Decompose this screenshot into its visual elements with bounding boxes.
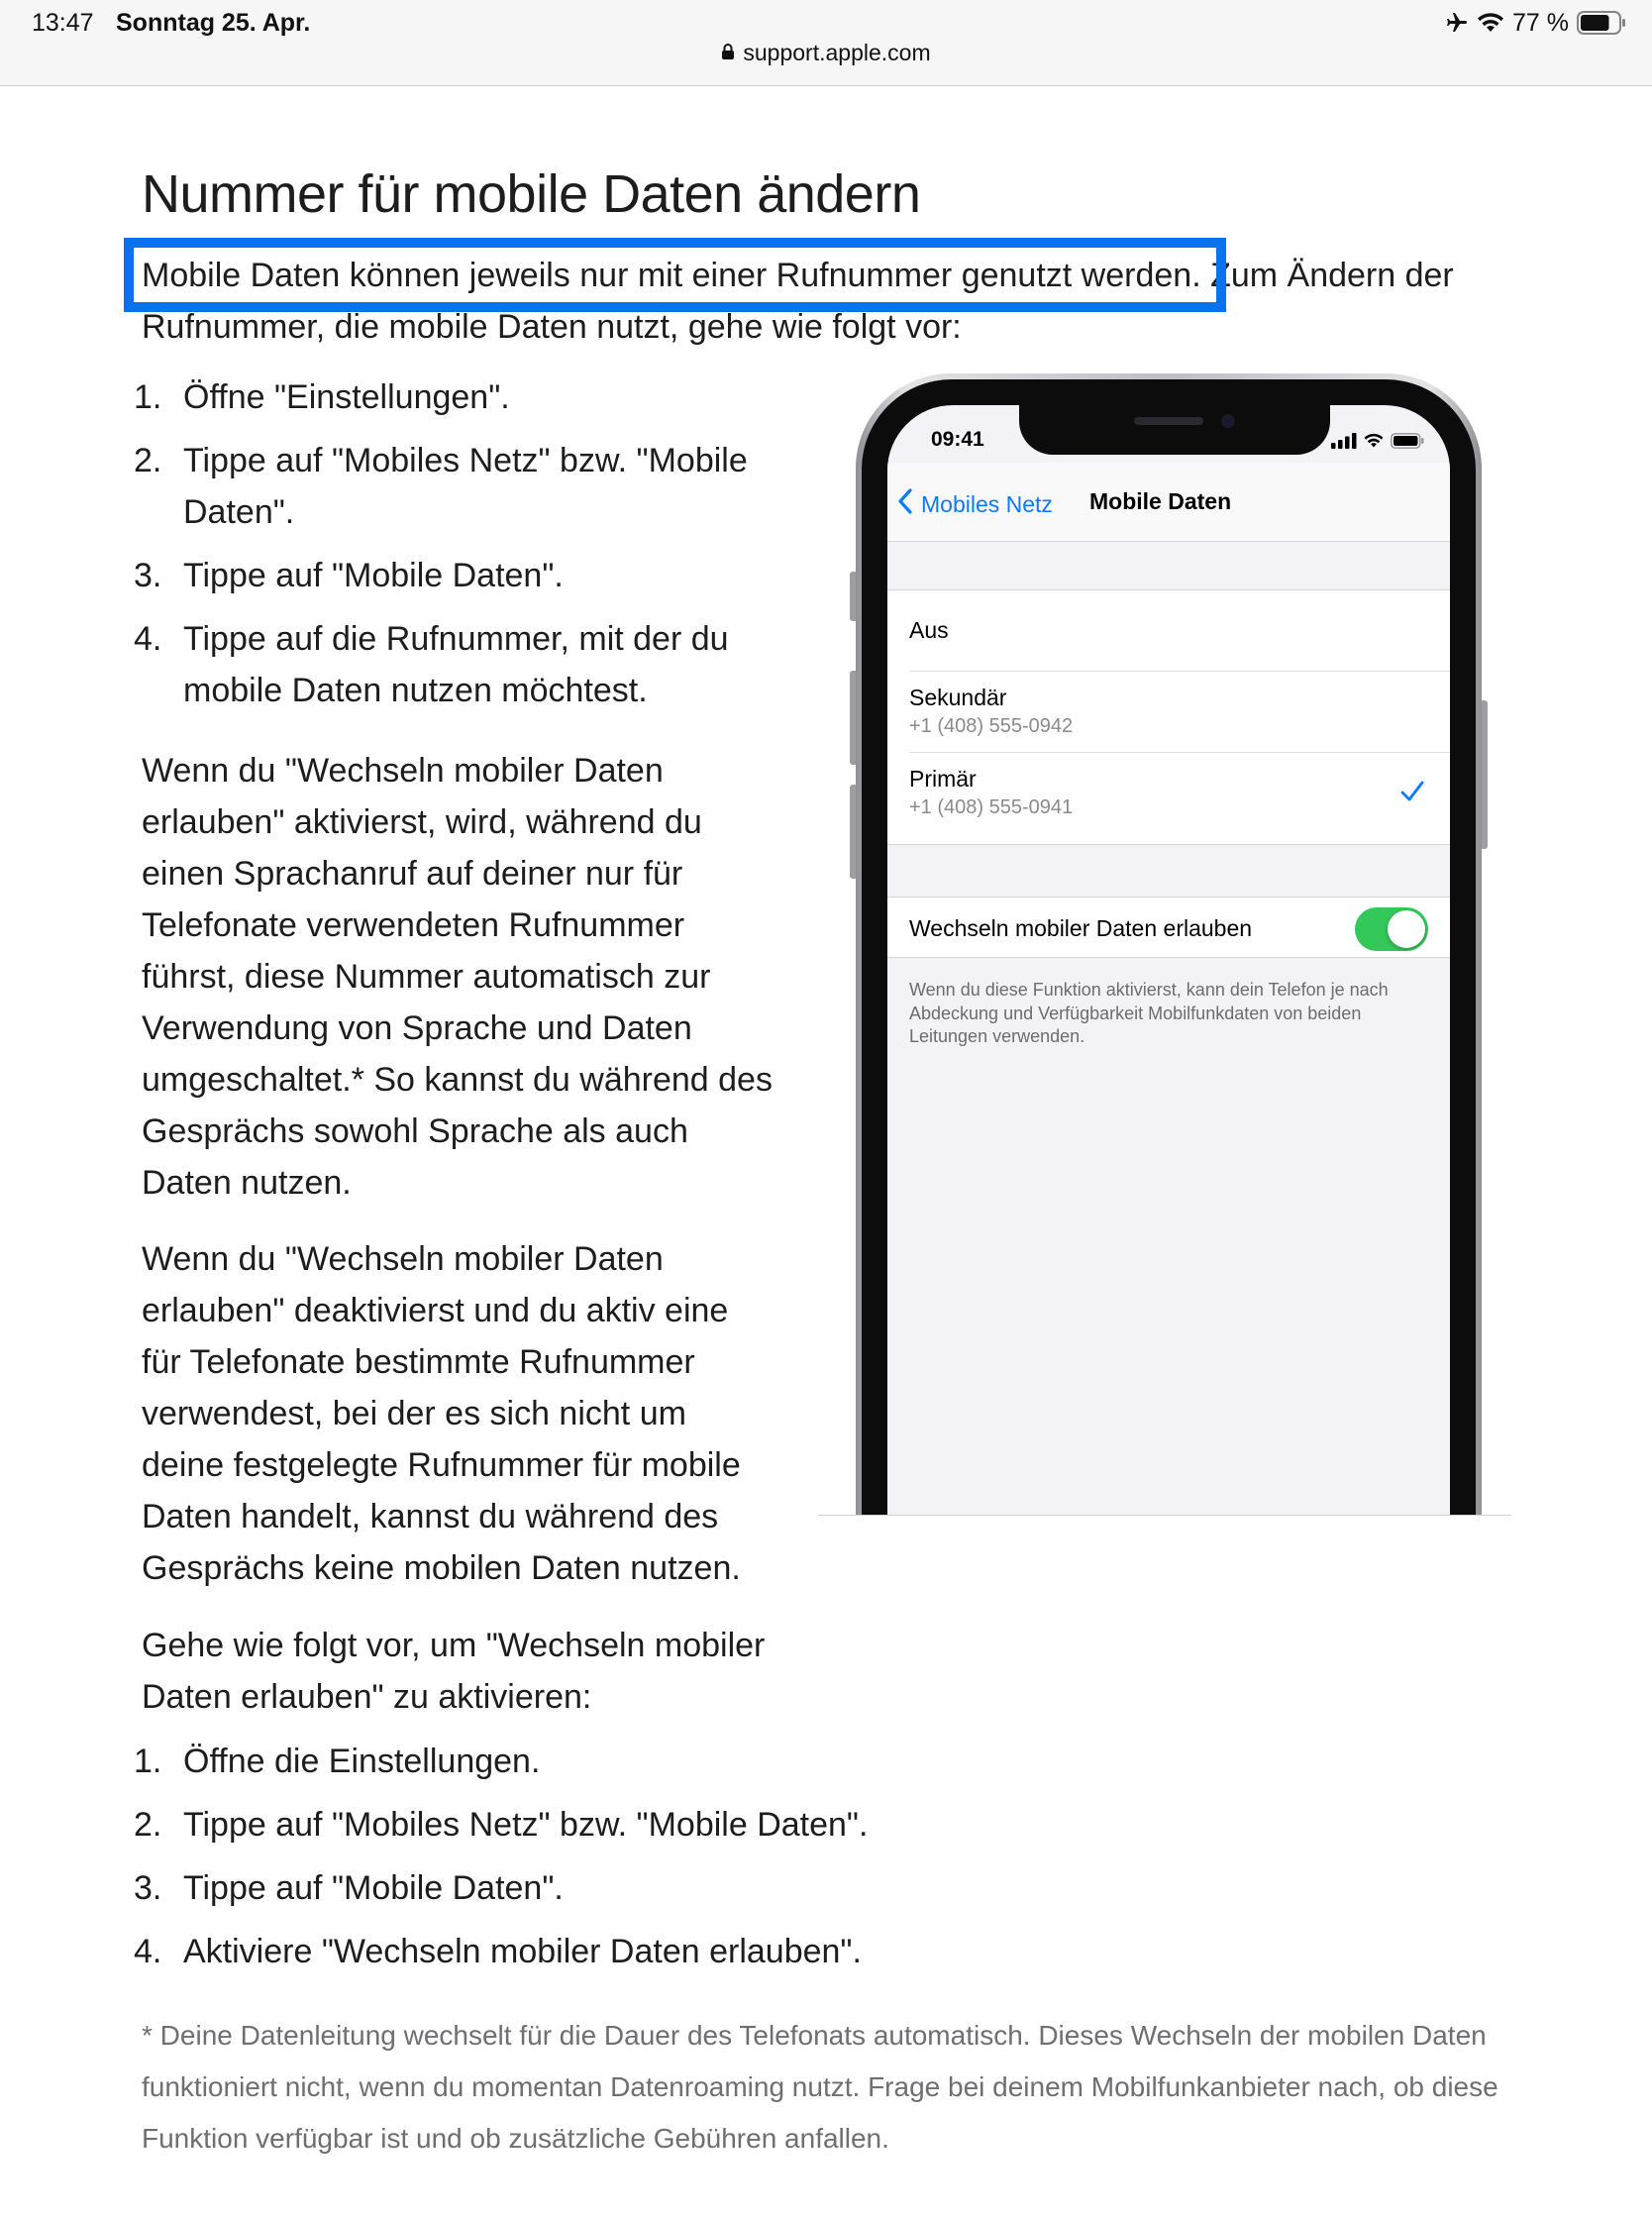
step-text: Aktiviere "Wechseln mobiler Daten erlauben". — [183, 1933, 862, 1970]
step-number: 1. — [134, 378, 162, 416]
phone-status-icons — [1331, 433, 1424, 454]
step-text: Tippe auf "Mobile Daten". — [183, 1869, 564, 1907]
settings-nav-bar — [887, 463, 1450, 542]
switch-footnote: Wenn du diese Funktion aktivierst, kann dein Telefon je nach Abdeckung und Verfügbarkeit Mobilfunkdaten von beiden Leitungen verwenden. — [909, 980, 1389, 1046]
status-time: 13:47 — [32, 9, 94, 37]
signal-icon — [1331, 433, 1357, 454]
option-title: Sekundär — [909, 685, 1007, 710]
list-item — [134, 613, 787, 716]
option-number: +1 (408) 555-0942 — [909, 715, 1074, 737]
paragraph-how-to-enable: Gehe wie folgt vor, um "Wechseln mobiler Daten erlauben" zu aktivieren: — [142, 1627, 766, 1716]
status-date: Sonntag 25. Apr. — [116, 9, 311, 37]
intro-paragraph: Mobile Daten können jeweils nur mit einer Rufnummer genutzt werden. Zum Ändern der Rufnummer, die mobile Daten nutzt, gehe wie folgt vor: — [142, 257, 1454, 346]
back-label: Mobiles Netz — [921, 490, 1053, 517]
paragraph-disable-switching: Wenn du "Wechseln mobiler Daten erlauben" deaktivierst und du aktiv eine für Telefonate bestimmte Rufnummer verwendest, bei der es sich nicht um deine festgelegte Rufnummer für mobile Daten handelt, kannst du während des Gesprächs keine mobilen Daten nutzen. — [142, 1240, 741, 1587]
article — [0, 86, 1652, 2221]
switch-label: Wechseln mobiler Daten erlauben — [909, 915, 1253, 941]
back-button[interactable] — [897, 488, 1053, 520]
step-text: Öffne "Einstellungen". — [183, 378, 510, 416]
step-text: Tippe auf die Rufnummer, mit der du mobile Daten nutzen möchtest. — [183, 620, 729, 709]
battery-percent: 77 % — [1512, 8, 1569, 37]
url-bar[interactable] — [0, 40, 1652, 66]
step-text: Tippe auf "Mobile Daten". — [183, 557, 564, 594]
paragraph-enable-switching: Wenn du "Wechseln mobiler Daten erlauben" aktivierst, wird, während du einen Sprachanruf auf deiner nur für Telefonate verwendeten Rufnummer führst, diese Nummer automatisch zur Verwendung von Sprache und Daten umgeschaltet.* So kannst du während des Gesprächs sowohl Sprache als auch Daten nutzen. — [142, 752, 773, 1202]
option-title: Primär — [909, 766, 977, 792]
airplane-icon — [1445, 11, 1469, 35]
checkmark-icon — [1400, 781, 1424, 807]
step-number: 2. — [134, 1806, 162, 1844]
nav-title: Mobile Daten — [1089, 488, 1232, 514]
option-secondary[interactable] — [909, 672, 1450, 753]
step-number: 4. — [134, 1933, 162, 1970]
url-domain: support.apple.com — [743, 40, 931, 65]
list-item — [134, 550, 787, 601]
ipad-status-bar — [0, 0, 1652, 86]
list-item — [134, 1799, 1025, 1851]
wifi-icon — [1477, 12, 1504, 34]
list-item — [134, 1862, 1025, 1914]
footnote: * Deine Datenleitung wechselt für die Dauer des Telefonats automatisch. Dieses Wechseln der mobilen Daten funktioniert nicht, wenn du momentan Datenroaming nutzt. Frage bei deinem Mobilfunkanbieter nach, ob diese Funktion verfügbar ist und ob zusätzliche Gebühren anfallen. — [142, 2020, 1498, 2154]
step-number: 3. — [134, 1869, 162, 1907]
highlight-box — [124, 238, 1226, 312]
step-text: Tippe auf "Mobiles Netz" bzw. "Mobile Daten". — [183, 442, 748, 531]
option-number: +1 (408) 555-0941 — [909, 796, 1074, 818]
option-off[interactable] — [909, 590, 1450, 672]
list-item — [134, 1736, 1025, 1787]
step-number: 2. — [134, 442, 162, 479]
list-item — [134, 371, 787, 423]
allow-switching-toggle[interactable] — [1355, 907, 1428, 951]
page-title: Nummer für mobile Daten ändern — [142, 164, 921, 224]
wifi-icon — [1363, 433, 1385, 454]
phone-frame — [856, 373, 1482, 1516]
list-item — [134, 435, 787, 538]
figure-divider — [818, 1515, 1511, 1516]
switching-group — [887, 897, 1450, 958]
step-number: 3. — [134, 557, 162, 594]
option-primary[interactable] — [909, 753, 1450, 834]
option-title: Aus — [909, 617, 949, 643]
lock-icon — [721, 40, 735, 66]
battery-icon — [1391, 433, 1424, 454]
line-selection-group — [887, 589, 1450, 845]
chevron-left-icon — [897, 488, 913, 520]
step-number: 1. — [134, 1743, 162, 1780]
steps-change-number — [134, 371, 787, 728]
step-text: Öffne die Einstellungen. — [183, 1743, 541, 1780]
battery-icon — [1577, 11, 1626, 35]
status-indicators — [1445, 8, 1626, 38]
iphone-illustration — [818, 373, 1511, 1516]
phone-time: 09:41 — [931, 428, 984, 451]
phone-screen — [887, 405, 1450, 1516]
phone-bezel — [862, 379, 1476, 1516]
phone-notch — [1019, 405, 1330, 455]
list-item — [134, 1926, 1025, 1977]
steps-enable-switching — [134, 1736, 1025, 1989]
speaker-grille — [1134, 417, 1203, 425]
step-number: 4. — [134, 620, 162, 658]
step-text: Tippe auf "Mobiles Netz" bzw. "Mobile Daten". — [183, 1806, 869, 1844]
toggle-knob — [1388, 910, 1425, 948]
front-camera — [1221, 414, 1235, 428]
